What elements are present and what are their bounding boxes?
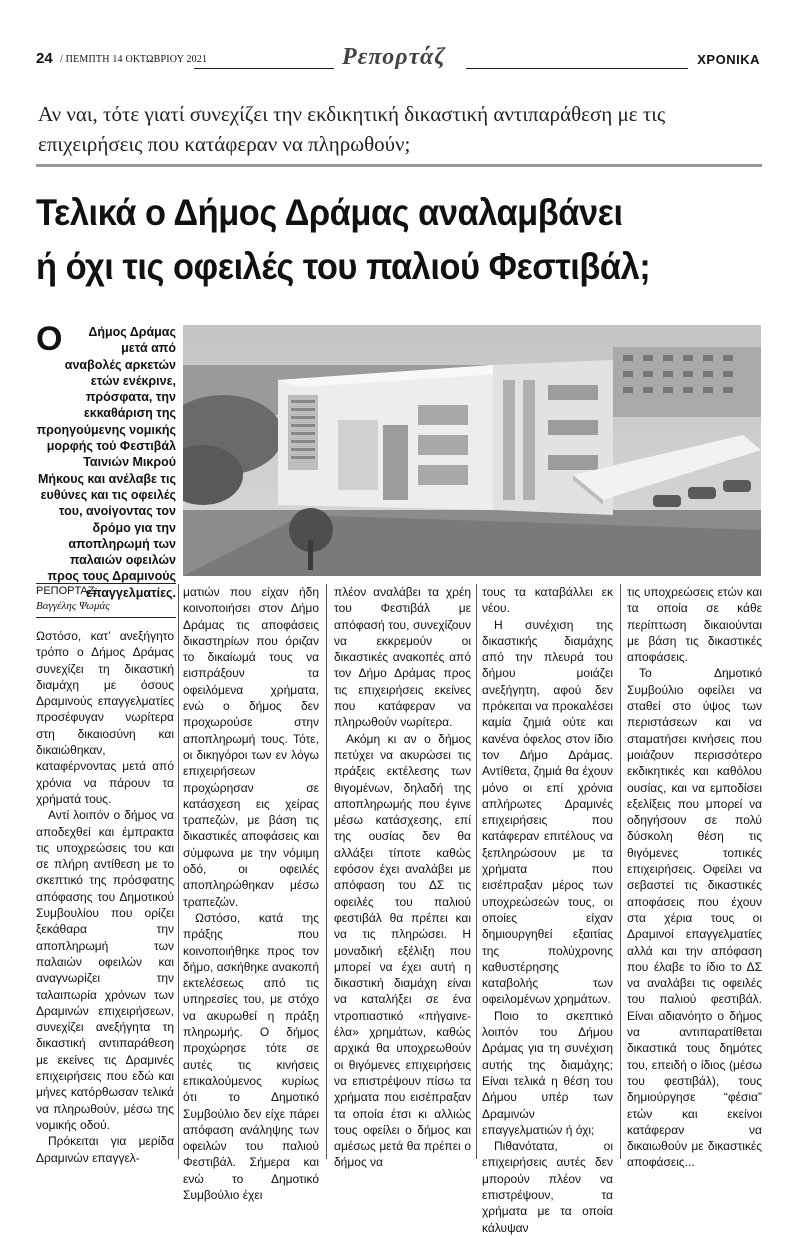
column-divider bbox=[326, 584, 327, 1159]
paragraph: Ακόμη κι αν ο δήμος πετύχει να ακυρώσει τις πράξεις εκτέλεσης των θιγομένων, δηλαδή της αποπληρωμής που έγινε μέσω κατάσχεσης, επί της ουσίας δεν θα αλλάξει τίποτε καθώς εφόσον έχει αναλάβει με απόφαση του ΔΣ τις οφειλές του παλιού φεστιβάλ θα πρέπει και να τις πληρώσει. Η μοναδική εξέλιξη που μπορεί να έχει αυτή η δικαστική διαμάχη είναι να καταλήξει σε ένα ντροπιαστικό «πήγαινε-έλα» χρημάτων, καθώς αρχικά θα υποχρεωθούν οι θιγόμενες επιχειρήσεις να επιστρέψουν πίσω τα χρήματα που εισέπραξαν τα οποία έτσι κι αλλιώς τους οφείλει ο δήμος και αμέσως μετά θα πρέπει ο δήμος να bbox=[334, 731, 471, 1170]
paragraph: πλέον αναλάβει τα χρέη του Φεστιβάλ με απόφασή του, συνεχίζουν να εκκρεμούν οι δικαστικές ανακοπές από τον Δήμο Δράμας προς τις επιχειρήσεις εκείνες που κατάφεραν να πληρωθούν νωρίτερα. bbox=[334, 585, 471, 730]
building-photo bbox=[183, 325, 761, 576]
building-illustration bbox=[183, 325, 761, 576]
byline-rule-top bbox=[36, 583, 176, 584]
header-rule-right bbox=[466, 68, 688, 69]
lead-text: Δήμος Δράμας μετά από αναβολές αρκετών ετών ενέκρινε, πρόσφατα, την εκκαθάριση της προηγούμενης νομικής μορφής τού Φεστιβάλ Ταινιών Μικρού Μήκους και ανέλαβε τις ευθύνες και τις οφειλές του, ανοίγοντας τον δρόμο για την αποπληρωμή των παλαιών οφειλών προς τους Δραμινούς επαγγελματίες. bbox=[36, 325, 176, 600]
column-divider bbox=[178, 584, 179, 1159]
paragraph: Το Δημοτικό Συμβούλιο οφείλει να σταθεί στο ύψος των περιστάσεων και να σταματήσει κινήσεις που μοιάζουν περισσότερο εκδικητικές και καθόλου ουσίας, και να εμποδίσει εξελίξεις που μπορεί να οδηγήσουν σε πολύ δύσκολη θέση τις θιγόμενες τοπικές επιχειρήσεις. Οφείλει να σεβαστεί τις δικαστικές αποφάσεις που έχουν στα χέρια τους οι Δραμινοί επαγγελματίες αλλά και την απόφαση που έλαβε το ίδιο το ΔΣ να αναλάβει τις οφειλές του παλιού φεστιβάλ. Είναι αδιανόητο ο δήμος να αντιπαρατίθεται δικαστικά τους δημότες του, επειδή ο ίδιος (μέσω του φεστιβάλ), τους δημιούργησε “φέσια” ετών και εκείνοι κατάφεραν να δικαιωθούν με δικαστικές αποφάσεις... bbox=[627, 666, 762, 1170]
page-number: 24 bbox=[36, 50, 53, 67]
article-column-1 bbox=[36, 628, 174, 1166]
article-column-4 bbox=[482, 584, 613, 1236]
article-title bbox=[36, 186, 715, 294]
article-subtitle: Αν ναι, τότε γιατί συνεχίζει την εκδικητική δικαστική αντιπαράθεση με τις επιχειρήσεις που κατάφεραν να πληρωθούν; bbox=[38, 102, 666, 156]
paragraph: τους τα καταβάλλει εκ νέου. bbox=[482, 585, 613, 616]
paragraph: Πρόκειται για μερίδα Δραμινών επαγγελ- bbox=[36, 1134, 174, 1165]
byline-author: Βαγγέλης Ψωμάς bbox=[36, 600, 110, 612]
paragraph: Πιθανότατα, οι επιχειρήσεις αυτές δεν μπορούν πλέον να επιστρέψουν, τα χρήματα με τα οποία κάλυψαν bbox=[482, 1139, 613, 1235]
paragraph: Αντί λοιπόν ο δήμος να αποδεχθεί και έμπρακτα τις υποχρεώσεις του και σε πλήρη αντίθεση με το σκεπτικό της πρόσφατης απόφασης του Δημοτικού Συμβουλίου που ορίζει ξεκάθαρα την αποπληρωμή των παλαιών οφειλών και αναγνωρίζει την ταλαιπωρία χρόνων των Δραμινών επιχειρήσεων, συνεχίζει ανεξήγητα τη δικαστική αντιπαράθεση με εκείνες τις Δραμινές επιχειρήσεις που εδώ και μήνες κατόρθωσαν τελικά να πληρωθούν, μέσω της νομικής οδού. bbox=[36, 808, 174, 1132]
paragraph: Ωστόσο, κατ’ ανεξήγητο τρόπο ο Δήμος Δράμας συνεχίζει τη δικαστική διαμάχη με όσους Δραμινούς επαγγελματίες προσέφυγαν νωρίτερα στη δικαιοσύνη και δικαιώθηκαν, καταφέρνοντας μετά από χρόνια να πάρουν τα χρήματά τους. bbox=[36, 629, 174, 806]
paragraph: ματιών που είχαν ήδη κοινοποιήσει στον Δήμο Δράμας τις αποφάσεις δικαστηρίων που όριζαν το δικαίωμά τους να εισπράξουν τα οφειλόμενα χρήματα, ενώ ο δήμος δεν προχωρούσε στην αποπληρωμή τους. Τότε, οι δικηγόροι των εν λόγω επιχειρήσεων προχώρησαν σε κατάσχεση εις χείρας τραπεζών, με βάση τις δικαστικές αποφάσεις και σύμφωνα με την νόμιμη οδό, οι οφειλές αποπληρώθηκαν μέσω τραπεζών. bbox=[183, 585, 319, 909]
header-rule-left bbox=[194, 68, 334, 69]
issue-date: / ΠΕΜΠΤΗ 14 ΟΚΤΩΒΡΙΟΥ 2021 bbox=[60, 54, 208, 65]
title-line-2: ή όχι τις οφειλές του παλιού Φεστιβάλ; bbox=[36, 246, 651, 287]
article-column-5 bbox=[627, 584, 762, 1171]
byline-rule-bottom bbox=[36, 617, 176, 618]
paragraph: Η συνέχιση της δικαστικής διαμάχης από την πλευρά του δήμου μοιάζει ανεξήγητη, αφού δεν πρόκειται να προκαλέσει καμία ζημιά ούτε και κανένα όφελος στον ίδιο τον Δήμο Δράμας. Αντίθετα, ζημιά θα έχουν μόνο οι επί χρόνια απλήρωτες Δραμινές επιχειρήσεις που κατάφεραν επιτέλους να ξεπληρώσουν με τα χρήματα που εισέπραξαν μέρος των υποχρεώσεών τους, οι οποίες είχαν δημιουργηθεί εξαιτίας της πολύχρονης καθυστέρησης καταβολής των οφειλομένων χρημάτων. bbox=[482, 617, 613, 1007]
paragraph: Ωστόσο, κατά της πράξης που κοινοποιήθηκε προς τον δήμο, ασκήθηκε ανακοπή εκτελέσεως από τις υπηρεσίες του, με στόχο να ακυρωθεί η πράξη πληρωμής. Ο δήμος προχώρησε τότε σε αυτές τις κινήσεις επικαλούμενος κυρίως ότι το Δημοτικό Συμβούλιο δεν είχε πάρει απόφαση ανάληψης των οφειλών του παλιού Φεστιβάλ. Σήμερα και ενώ το Δημοτικό Συμβούλιο έχει bbox=[183, 910, 319, 1202]
article-column-3 bbox=[334, 584, 471, 1171]
page-header bbox=[26, 44, 768, 74]
section-name: ΧΡΟΝΙΚΑ bbox=[697, 52, 760, 67]
paragraph: τις υποχρεώσεις ετών και τα οποία σε κάθε περίπτωση δικαιούνται με βάση τις δικαστικές αποφάσεις. bbox=[627, 585, 762, 665]
subtitle-separator bbox=[36, 164, 762, 167]
article-lead bbox=[36, 320, 176, 601]
byline-label: ΡΕΠΟΡΤΑΖ: bbox=[36, 585, 98, 597]
column-divider bbox=[476, 584, 477, 1159]
paragraph: Ποιο το σκεπτικό λοιπόν του Δήμου Δράμας για τη συνέχιση αυτής της διαμάχης; Είναι τελικά η θέση του Δήμου υπέρ των Δραμινών επαγγελματιών ή όχι; bbox=[482, 1008, 613, 1137]
drop-cap: Ο bbox=[36, 320, 63, 358]
title-line-1: Τελικά ο Δήμος Δράμας αναλαμβάνει bbox=[36, 192, 623, 233]
column-divider bbox=[620, 584, 621, 1159]
article-column-2 bbox=[183, 584, 319, 1203]
section-logo: Ρεπορτάζ bbox=[342, 44, 446, 70]
